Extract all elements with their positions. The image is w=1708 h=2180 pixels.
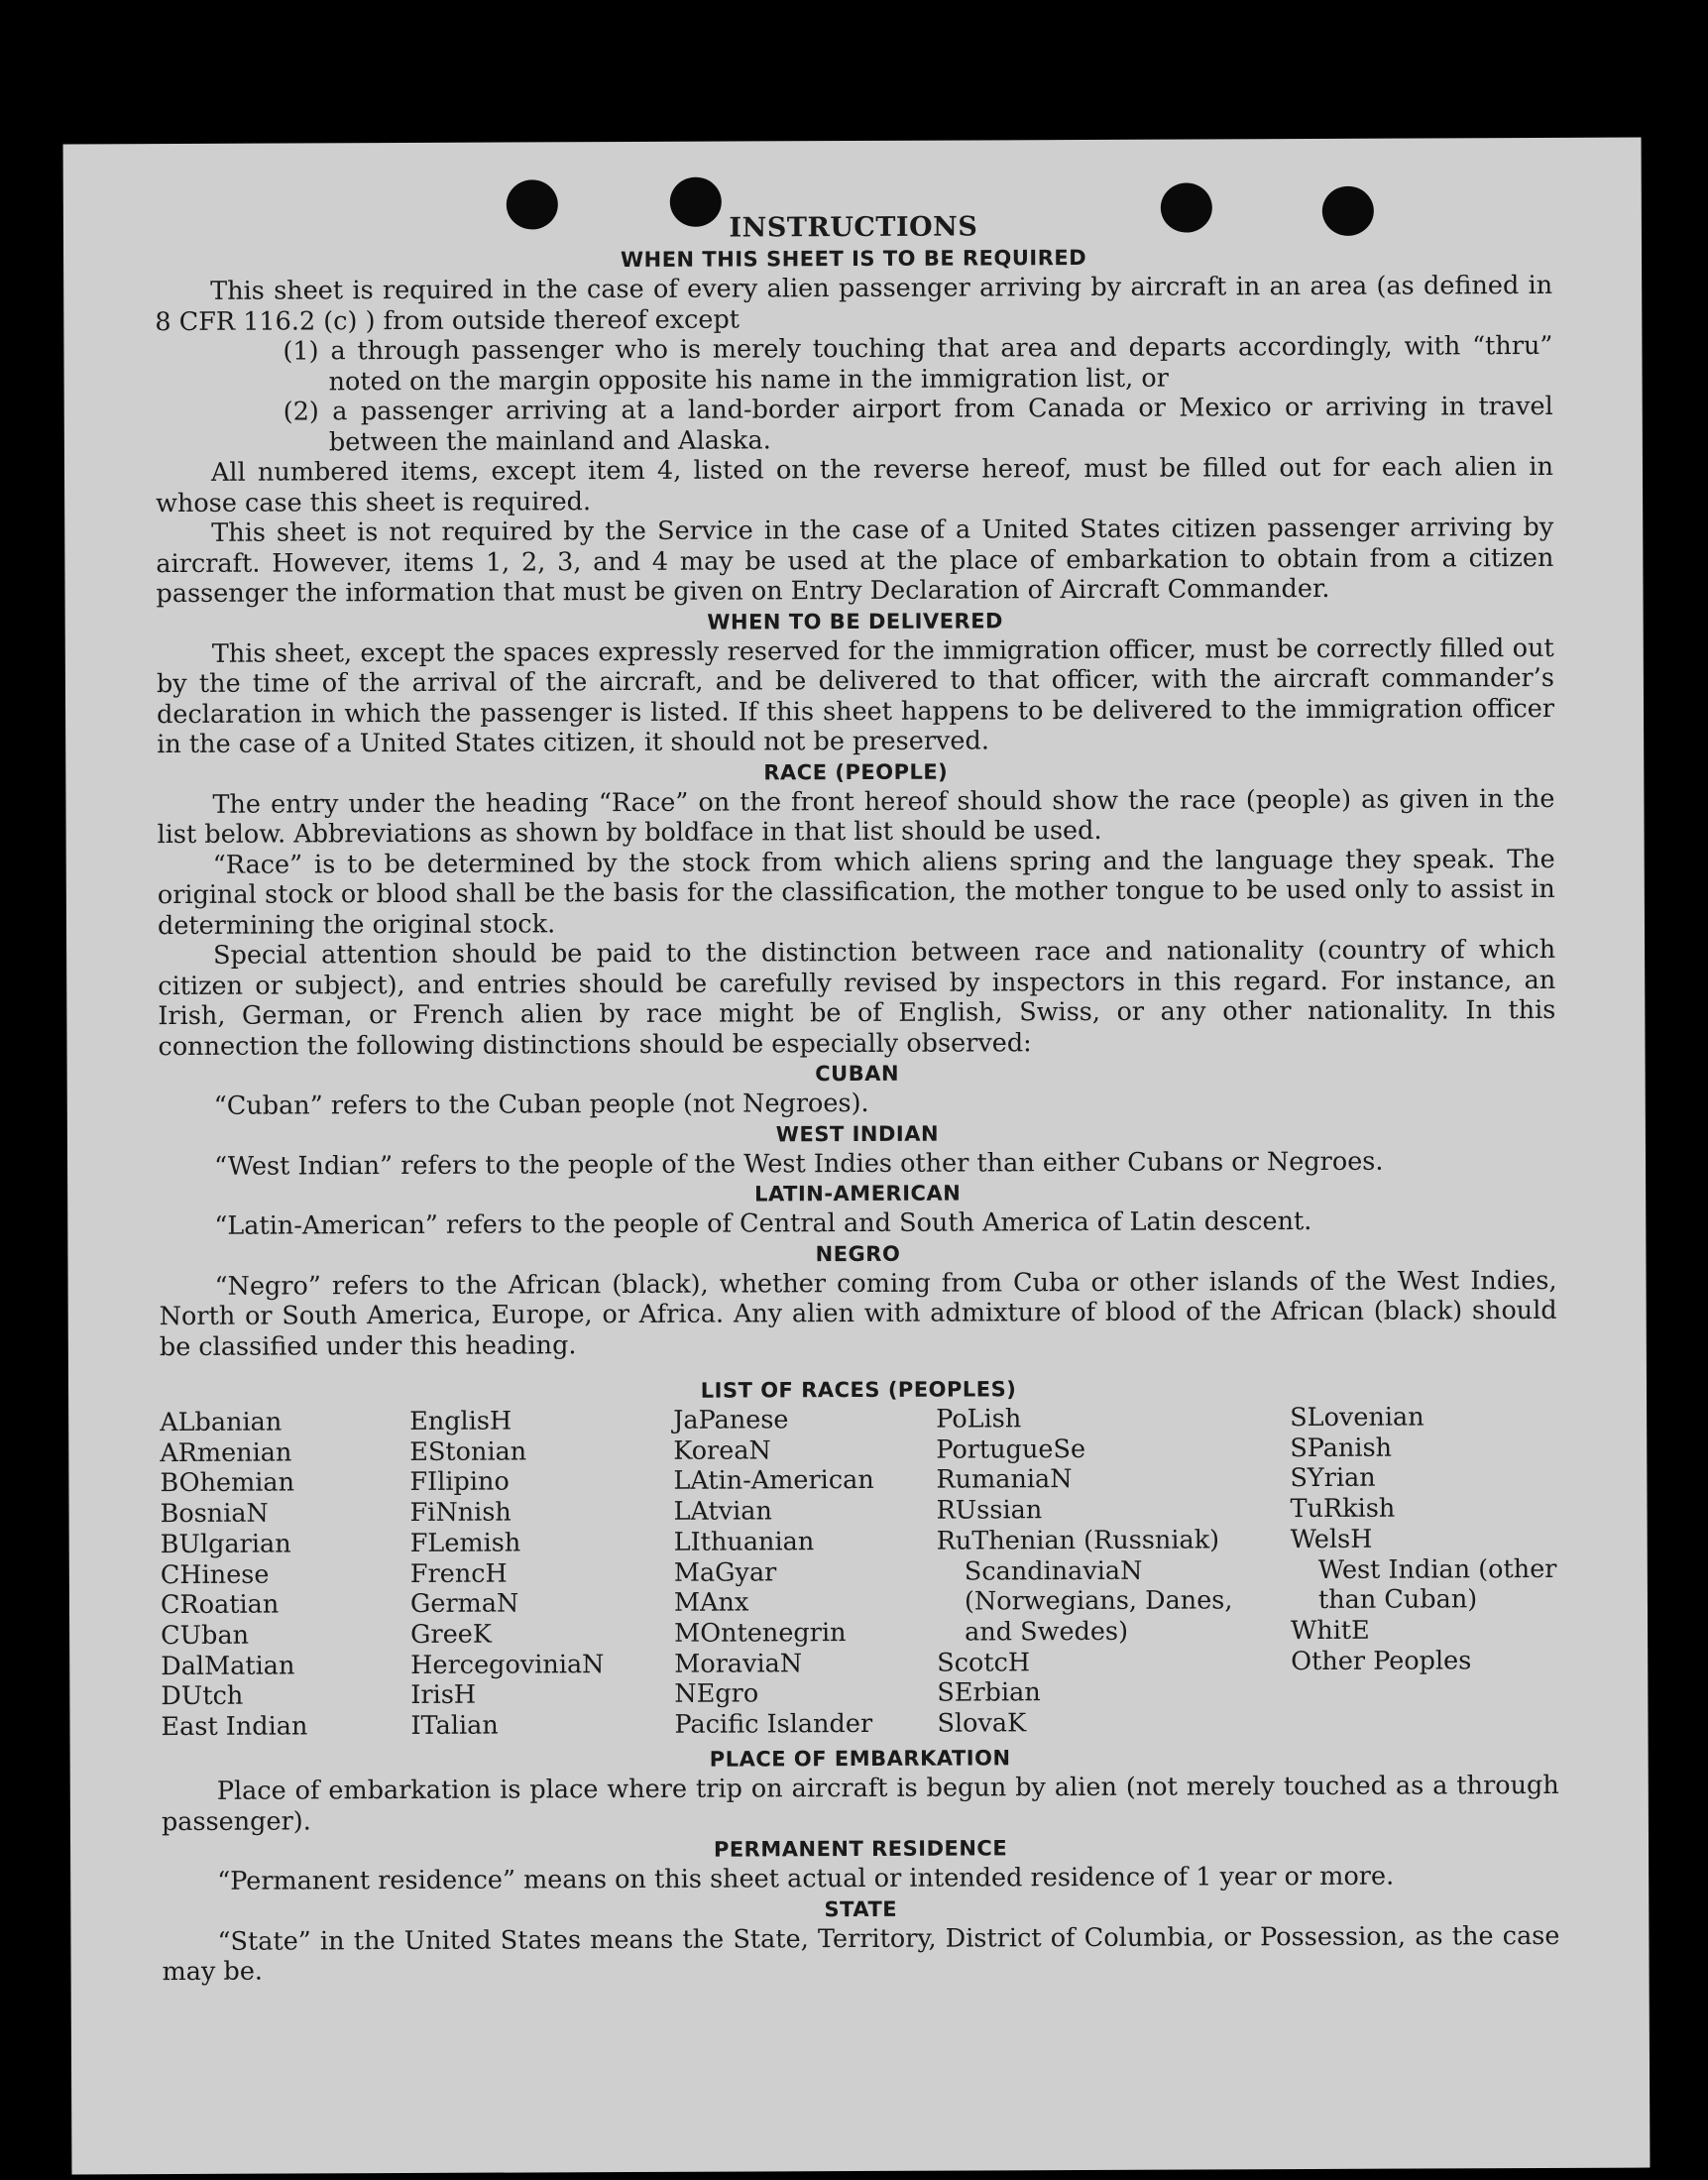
paragraph: This sheet is required in the case of every alien passenger arriving by aircraft in an area (as defined in 8 CFR 116.2 (c) ) from outside thereof except: [155, 270, 1553, 337]
race-entry: Other Peoples: [1291, 1645, 1472, 1676]
race-entry: BosniaN: [160, 1498, 269, 1530]
race-entry: SlovaK: [937, 1708, 1027, 1739]
paragraph: “State” in the United States means the State, Territory, District of Columbia, or Possession, as the case may be.: [162, 1920, 1560, 1988]
race-column: [160, 1407, 399, 1743]
race-entry: FiNnish: [409, 1497, 512, 1529]
paragraph: “Permanent residence” means on this sheet actual or intended residence of 1 year or more.: [217, 1861, 1395, 1896]
section-heading-residence: PERMANENT RESIDENCE: [713, 1836, 1008, 1862]
race-entry: SPanish: [1290, 1433, 1393, 1463]
race-entry: ALbanian: [160, 1407, 283, 1438]
race-entry: LAtin-American: [673, 1465, 874, 1497]
paragraph: “Race” is to be determined by the stock from which aliens spring and the language they speak. The original stock or blood shall be the basis for the classification, the mother tongue to be used only to assist in determining the original stock.: [157, 844, 1555, 941]
race-entry: ARmenian: [160, 1437, 292, 1468]
section-heading-delivered: WHEN TO BE DELIVERED: [707, 608, 1004, 634]
race-entry: MAnx: [673, 1587, 749, 1619]
race-entry: RuThenian (Russniak): [936, 1525, 1220, 1556]
paragraph: “Negro” refers to the African (black), whether coming from Cuba or other islands of the West Indies, North or South America, Europe, or Africa. Any alien with admixture of blood of the African (black) should be classified under this heading.: [159, 1265, 1557, 1362]
race-entry: CRoatian: [160, 1589, 280, 1621]
race-entry: MaGyar: [673, 1556, 777, 1588]
paragraph: “Cuban” refers to the Cuban people (not Negroes).: [213, 1088, 869, 1121]
race-entry: KoreaN: [673, 1435, 771, 1466]
race-column: [936, 1403, 1244, 1739]
race-entry: IrisH: [410, 1680, 477, 1711]
race-entry: DUtch: [161, 1681, 244, 1712]
race-entry: BUlgarian: [160, 1529, 291, 1559]
section-heading-race: RACE (PEOPLE): [763, 759, 949, 784]
race-entry: WhitE: [1291, 1615, 1370, 1647]
paragraph: “Latin-American” refers to the people of Central and South America of Latin descent.: [214, 1205, 1312, 1241]
race-entry: MoraviaN: [674, 1648, 803, 1679]
paragraph: All numbered items, except item 4, listed on the reverse hereof, must be filled out for each alien in whose case this sheet is required.: [156, 451, 1554, 518]
list-item: (2) a passenger arriving at a land-border airport from Canada or Mexico or arriving in travel between the mainland and Alaska.: [283, 391, 1553, 457]
race-entry: RumaniaN: [936, 1464, 1073, 1496]
race-entry: BOhemian: [160, 1467, 295, 1499]
race-entry: PortugueSe: [936, 1434, 1086, 1465]
race-entry: ITalian: [410, 1710, 499, 1741]
section-heading-embarkation: PLACE OF EMBARKATION: [709, 1746, 1011, 1772]
race-entry: TuRkish: [1290, 1493, 1396, 1525]
race-entry: FIlipino: [409, 1466, 510, 1498]
race-list: [160, 1402, 1558, 1747]
list-item: (1) a through passenger who is merely touching that area and departs accordingly, with “thru” noted on the margin opposite his name in the immigration list, or: [283, 330, 1553, 397]
race-entry: NEgro: [674, 1678, 759, 1710]
race-entry: FrencH: [409, 1558, 508, 1589]
race-entry: SLovenian: [1290, 1402, 1424, 1434]
race-entry: JaPanese: [673, 1405, 789, 1435]
race-entry: LAtvian: [673, 1496, 772, 1527]
race-entry: FLemish: [409, 1528, 521, 1558]
document-sheet: [63, 138, 1651, 2175]
race-entry: EStonian: [409, 1436, 527, 1467]
page-title: INSTRUCTIONS: [729, 211, 978, 244]
section-heading-state: STATE: [824, 1896, 898, 1921]
race-column: [1290, 1402, 1558, 1677]
race-column: [673, 1405, 922, 1741]
paragraph: “West Indian” refers to the people of the West Indies other than either Cubans or Negroes.: [213, 1146, 1384, 1182]
paragraph: Special attention should be paid to the distinction between race and nationality (country of which citizen or subject), and entries should be carefully revised by inspectors in this regard. For instance, an Irish, German, or French alien by race might be of English, Swiss, or any other nationality. In this connection the following distinctions should be especially observed:: [158, 934, 1556, 1062]
paragraph: This sheet, except the spaces expressly reserved for the immigration officer, must be correctly filled out by the time of the arrival of the aircraft, and be delivered to that officer, with the aircraft commander’s declaration in which the passenger is listed. If this sheet happens to be delivered to the immigration officer in the case of a United States citizen, it should not be preserved.: [156, 632, 1555, 760]
paragraph: This sheet is not required by the Service in the case of a United States citizen passenger arriving by aircraft. However, items 1, 2, 3, and 4 may be used at the place of embarkation to obtain from a citizen passenger the information that must be given on Entry Declaration of Aircraft Commander.: [156, 512, 1554, 610]
race-column: [409, 1406, 648, 1742]
race-entry: CUban: [161, 1620, 250, 1651]
race-entry: LIthuanian: [673, 1527, 815, 1557]
race-entry: SYrian: [1290, 1463, 1376, 1494]
race-entry: ScandinaviaN (Norwegians, Danes, and Swedes): [964, 1555, 1233, 1648]
paragraph: Place of embarkation is place where trip on aircraft is begun by alien (not merely touched as a through passenger).: [161, 1770, 1559, 1837]
section-heading-negro: NEGRO: [815, 1241, 901, 1266]
race-entry: ScotcH: [937, 1647, 1031, 1678]
instructions-body: [155, 209, 1560, 1988]
race-entry: MOntenegrin: [674, 1617, 847, 1649]
race-entry: WelsH: [1290, 1524, 1373, 1554]
race-entry: East Indian: [161, 1711, 308, 1743]
race-entry: PoLish: [936, 1404, 1022, 1434]
section-heading-west-indian: WEST INDIAN: [775, 1121, 940, 1146]
section-heading-cuban: CUBAN: [815, 1061, 900, 1087]
race-entry: HercegoviniaN: [410, 1649, 605, 1680]
race-entry: SErbian: [937, 1677, 1041, 1708]
section-heading-list: LIST OF RACES (PEOPLES): [700, 1377, 1017, 1403]
section-heading-latin-american: LATIN-AMERICAN: [754, 1181, 962, 1206]
race-entry: West Indian (other than Cuban): [1317, 1553, 1557, 1616]
race-entry: EnglisH: [409, 1406, 512, 1436]
race-entry: DalMatian: [161, 1651, 295, 1681]
race-entry: RUssian: [936, 1495, 1043, 1526]
race-entry: GreeK: [410, 1619, 492, 1650]
race-entry: Pacific Islander: [674, 1708, 873, 1740]
race-entry: CHinese: [160, 1559, 270, 1590]
section-heading-required: WHEN THIS SHEET IS TO BE REQUIRED: [620, 245, 1087, 273]
race-entry: GermaN: [409, 1588, 519, 1620]
paragraph: The entry under the heading “Race” on the front hereof should show the race (people) as given in the list below. Abbreviations as shown by boldface in that list should be used.: [157, 783, 1555, 851]
